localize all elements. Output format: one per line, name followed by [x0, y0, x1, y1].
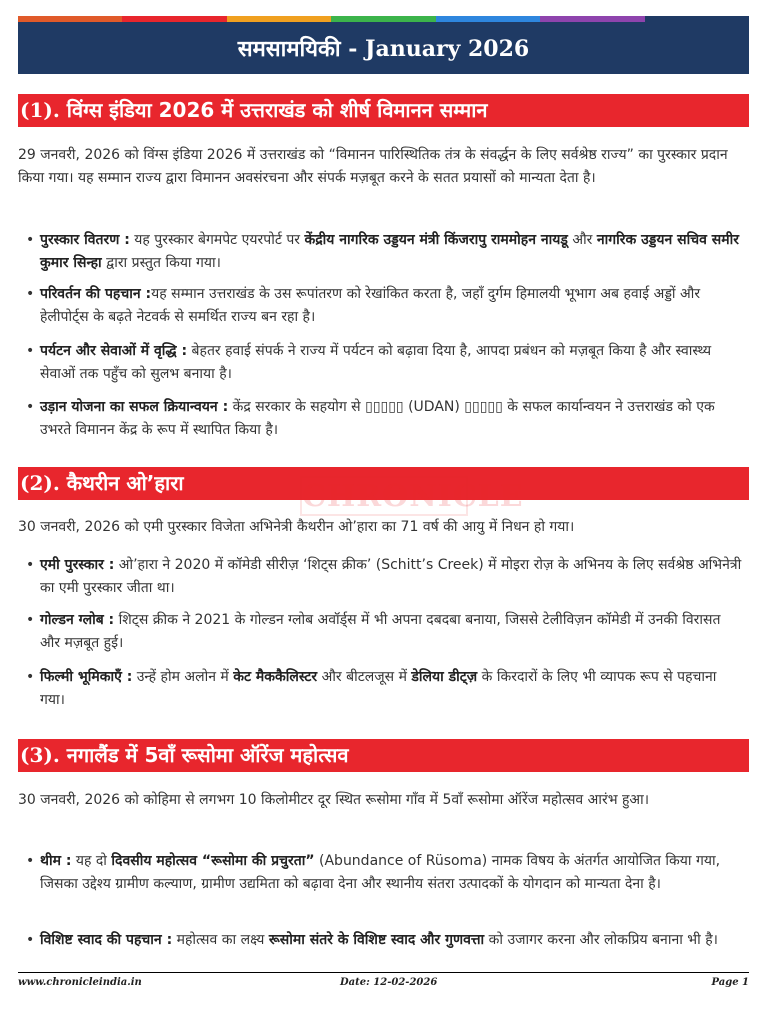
section-2-number: (2).	[20, 471, 60, 495]
bullet-term: पुरस्कार वितरण :	[40, 232, 130, 248]
bullet-term: गोल्डन ग्लोब :	[40, 612, 115, 628]
list-item: • पर्यटन और सेवाओं में वृद्धि : बेहतर हवाई संपर्क ने राज्य में पर्यटन को बढ़ावा दिया है, आपदा प्रबंधन को मज़बूत किया है और स्वास्थ्य सेवाओं तक पहुँच को सुलभ बनाया है।	[26, 343, 712, 382]
bullet-term: एमी पुरस्कार :	[40, 557, 115, 573]
section-1-intro: 29 जनवरी, 2026 को विंग्स इंडिया 2026 में उत्तराखंड को “विमानन पारिस्थितिक तंत्र के संवर्द्धन के लिए सर्वश्रेष्ठ राज्य” का पुरस्कार प्रदान किया गया। यह सम्मान राज्य द्वारा विमानन अवसंरचना और संपर्क मज़बूत करने के सतत प्रयासों को मान्यता देता है।	[18, 147, 728, 186]
list-item: • विशिष्ट स्वाद की पहचान : महोत्सव का लक्ष्य रूसोमा संतरे के विशिष्ट स्वाद और गुणवत्ता को उजागर करना और लोकप्रिय बनाना भी है।	[26, 932, 718, 948]
list-item: • पुरस्कार वितरण : यह पुरस्कार बेगमपेट एयरपोर्ट पर केंद्रीय नागरिक उड्डयन मंत्री किंजरापु राममोहन नायडू और नागरिक उड्डयन सचिव समीर कुमार सिन्हा द्वारा प्रस्तुत किया गया।	[26, 232, 739, 271]
bullet-bold: केट मैककैलिस्टर	[233, 669, 318, 685]
footer-divider	[18, 972, 749, 973]
bullet-text: (UDAN)	[403, 399, 465, 415]
bullet-bold: रूसोमा संतरे के विशिष्ट स्वाद और गुणवत्ता	[268, 932, 485, 948]
section-2-title: कैथरीन ओ’हारा	[66, 471, 184, 495]
bullet-bold: दिवसीय महोत्सव “रूसोमा की प्रचुरता”	[111, 853, 315, 869]
missing-glyph-text: ▯▯▯▯▯	[464, 399, 503, 415]
list-item: • परिवर्तन की पहचान :यह सम्मान उत्तराखंड के उस रूपांतरण को रेखांकित करता है, जहाँ दुर्गम हिमालयी भूभाग अब हवाई अड्डों और हेलीपोर्ट्स के बढ़ते नेटवर्क से समर्थित राज्य बन रहा है।	[26, 286, 701, 325]
bullet-text: महोत्सव का लक्ष्य	[172, 932, 269, 948]
page-footer	[18, 977, 749, 991]
list-item: • एमी पुरस्कार : ओ’हारा ने 2020 में कॉमेडी सीरीज़ ‘शिट्स क्रीक’ (Schitt’s Creek) में मोइरा रोज़ के अभिनय के लिए सर्वश्रेष्ठ अभिनेत्री का एमी पुरस्कार जीता था।	[26, 557, 742, 596]
section-1-number: (1).	[20, 98, 60, 122]
bullet-term: थीम :	[40, 853, 72, 869]
bullet-text: यह दो	[71, 853, 112, 869]
bullet-text: यह सम्मान उत्तराखंड के उस रूपांतरण को रेखांकित करता है, जहाँ दुर्गम हिमालयी भूभाग अब हवाई अड्डों और हेलीपोर्ट्स के बढ़ते नेटवर्क से समर्थित राज्य बन रहा है।	[40, 286, 701, 325]
bullet-text: और बीटलजूस में	[317, 669, 412, 685]
bullet-text: द्वारा प्रस्तुत किया गया।	[101, 255, 221, 271]
bullet-text: बेहतर हवाई संपर्क ने राज्य में पर्यटन को बढ़ावा दिया है, आपदा प्रबंधन को मज़बूत किया है और स्वास्थ्य सेवाओं तक पहुँच को सुलभ बनाया है।	[40, 343, 712, 382]
list-item: • गोल्डन ग्लोब : शिट्स क्रीक ने 2021 के गोल्डन ग्लोब अवॉर्ड्स में भी अपना दबदबा बनाया, जिससे टेलीविज़न कॉमेडी में उनकी विरासत और मज़बूत हुई।	[26, 612, 721, 651]
footer-date: Date: 12-02-2026	[340, 977, 438, 988]
bullet-term: परिवर्तन की पहचान :	[40, 286, 152, 302]
bullet-term: उड़ान योजना का सफल क्रियान्वयन :	[40, 399, 229, 415]
bullet-text: उन्हें होम अलोन में	[132, 669, 234, 685]
section-3-title: नगालैंड में 5वाँ रूसोमा ऑरेंज महोत्सव	[66, 743, 349, 767]
section-3-intro: 30 जनवरी, 2026 को कोहिमा से लगभग 10 किलोमीटर दूर स्थित रूसोमा गाँव में 5वाँ रूसोमा ऑरेंज महोत्सव आरंभ हुआ।	[18, 792, 650, 808]
bullet-text: के किरदारों के लिए भी व्यापक रूप से पहचाना गया।	[40, 669, 717, 708]
missing-glyph-text: ▯▯▯▯▯	[365, 399, 404, 415]
footer-page-number: Page 1	[711, 977, 749, 988]
page-title: समसामयिकी - January 2026	[18, 22, 749, 74]
bullet-text: और	[567, 232, 597, 248]
bullet-text: ओ’हारा ने 2020 में कॉमेडी सीरीज़ ‘शिट्स क्रीक’ (Schitt’s Creek) में मोइरा रोज़ के अभिनय के लिए सर्वश्रेष्ठ अभिनेत्री का एमी पुरस्कार जीता था।	[40, 557, 742, 596]
bullet-bold: डेलिया डीट्ज़	[411, 669, 478, 685]
bullet-term: विशिष्ट स्वाद की पहचान :	[40, 932, 173, 948]
bullet-text: के सफल कार्यान्वयन ने उत्तराखंड को एक उभरते विमानन केंद्र के रूप में स्थापित किया है।	[40, 399, 715, 438]
chronicle-watermark: CHRONICLE	[300, 476, 468, 516]
list-item: • फिल्मी भूमिकाएँ : उन्हें होम अलोन में केट मैककैलिस्टर और बीटलजूस में डेलिया डीट्ज़ के किरदारों के लिए भी व्यापक रूप से पहचाना गया।	[26, 669, 717, 708]
section-2-intro: 30 जनवरी, 2026 को एमी पुरस्कार विजेता अभिनेत्री कैथरीन ओ’हारा का 71 वर्ष की आयु में निधन हो गया।	[18, 519, 575, 535]
section-1-title: विंग्स इंडिया 2026 में उत्तराखंड को शीर्ष विमानन सम्मान	[66, 98, 488, 122]
bullet-term: फिल्मी भूमिकाएँ :	[40, 669, 133, 685]
bullet-text: को उजागर करना और लोकप्रिय बनाना भी है।	[484, 932, 718, 948]
list-item: • उड़ान योजना का सफल क्रियान्वयन : केंद्र सरकार के सहयोग से ▯▯▯▯▯ (UDAN) ▯▯▯▯▯ के सफल कार्यान्वयन ने उत्तराखंड को एक उभरते विमानन केंद्र के रूप में स्थापित किया है।	[26, 399, 715, 438]
bullet-text: केंद्र सरकार के सहयोग से	[228, 399, 366, 415]
bullet-bold: केंद्रीय नागरिक उड्डयन मंत्री किंजरापु राममोहन नायडू	[304, 232, 568, 248]
section-1-heading	[18, 94, 749, 127]
bullet-text: यह पुरस्कार बेगमपेट एयरपोर्ट पर	[129, 232, 305, 248]
section-3-number: (3).	[20, 743, 60, 767]
footer-website-link[interactable]: www.chronicleindia.in	[18, 977, 142, 988]
bullet-bold: नागरिक उड्डयन सचिव समीर कुमार सिन्हा	[40, 232, 739, 271]
section-3-heading	[18, 739, 749, 772]
bullet-text: शिट्स क्रीक ने 2021 के गोल्डन ग्लोब अवॉर्ड्स में भी अपना दबदबा बनाया, जिससे टेलीविज़न कॉमेडी में उनकी विरासत और मज़बूत हुई।	[40, 612, 721, 651]
bullet-text: (Abundance of Rüsoma) नामक विषय के अंतर्गत आयोजित किया गया, जिसका उद्देश्य ग्रामीण कल्याण, ग्रामीण उद्यमिता को बढ़ावा देना और स्थानीय संतरा उत्पादकों के योगदान को मान्यता देना है।	[40, 853, 721, 892]
list-item: • थीम : यह दो दिवसीय महोत्सव “रूसोमा की प्रचुरता” (Abundance of Rüsoma) नामक विषय के अंतर्गत आयोजित किया गया, जिसका उद्देश्य ग्रामीण कल्याण, ग्रामीण उद्यमिता को बढ़ावा देना और स्थानीय संतरा उत्पादकों के योगदान को मान्यता देना है।	[26, 853, 721, 892]
bullet-term: पर्यटन और सेवाओं में वृद्धि :	[40, 343, 188, 359]
